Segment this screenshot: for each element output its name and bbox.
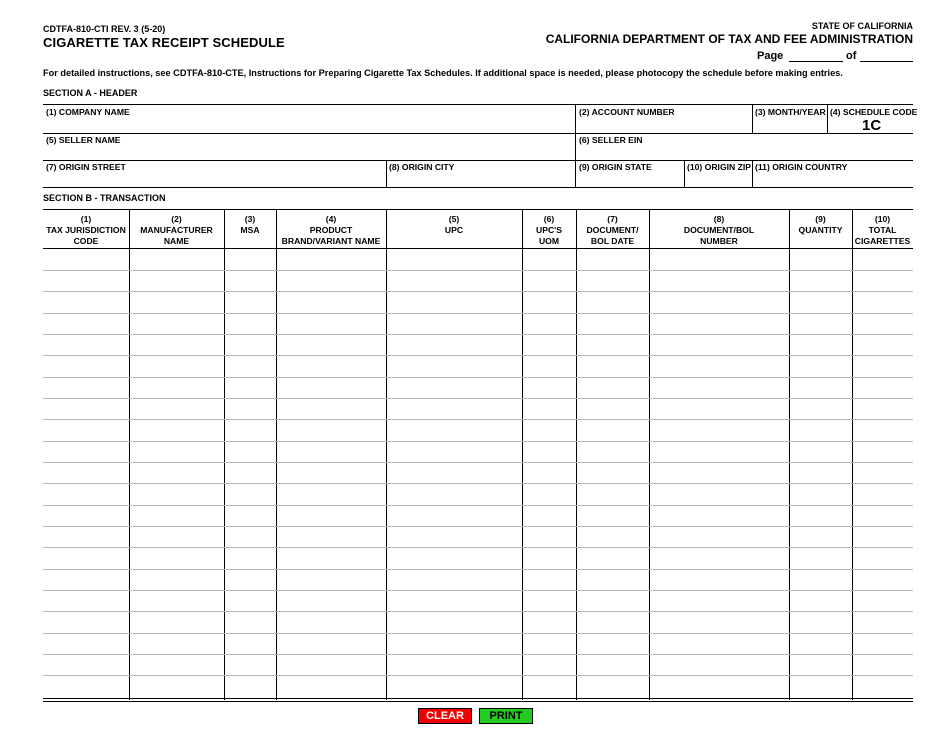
col-header-total-cigarettes: (10) TOTAL CIGARETTES bbox=[854, 214, 911, 246]
origin-state-field[interactable] bbox=[576, 161, 684, 187]
table-bottom-border-double bbox=[43, 701, 913, 702]
section-b-title: SECTION B - TRANSACTION bbox=[43, 193, 166, 203]
table-row[interactable] bbox=[43, 398, 913, 399]
col-header-bol-number: (8) DOCUMENT/BOL NUMBER bbox=[683, 214, 755, 246]
origin-city-field[interactable] bbox=[387, 161, 575, 187]
month-year-label: (3) MONTH/YEAR bbox=[755, 107, 826, 117]
account-number-field[interactable] bbox=[576, 105, 752, 132]
table-row[interactable] bbox=[43, 505, 913, 506]
col-header-upc: (5) UPC bbox=[444, 214, 464, 235]
col-header-tax-jurisdiction: (1) TAX JURISDICTION CODE bbox=[46, 214, 126, 246]
col-header-manufacturer: (2) MANUFACTURER NAME bbox=[140, 214, 213, 246]
page-total-field[interactable] bbox=[860, 61, 913, 62]
seller-ein-field[interactable] bbox=[576, 134, 913, 160]
instructions-text: For detailed instructions, see CDTFA-810-CTE, Instructions for Preparing Cigarette Tax Schedules. If additional space is needed, please photocopy the schedule before making entries. bbox=[43, 68, 843, 78]
origin-street-field[interactable] bbox=[43, 161, 385, 187]
table-row[interactable] bbox=[43, 483, 913, 484]
print-button[interactable]: PRINT bbox=[479, 708, 533, 724]
schedule-code-label: (4) SCHEDULE CODE bbox=[830, 107, 918, 117]
column-divider bbox=[386, 209, 387, 700]
table-row[interactable] bbox=[43, 419, 913, 420]
table-top-border bbox=[43, 209, 913, 210]
column-divider bbox=[789, 209, 790, 700]
table-header-bottom-border bbox=[43, 248, 913, 249]
table-row[interactable] bbox=[43, 526, 913, 527]
origin-state-label: (9) ORIGIN STATE bbox=[579, 162, 652, 172]
column-divider bbox=[276, 209, 277, 700]
table-row[interactable] bbox=[43, 377, 913, 378]
page-label: Page bbox=[757, 50, 784, 62]
table-row[interactable] bbox=[43, 462, 913, 463]
table-row[interactable] bbox=[43, 441, 913, 442]
origin-zip-label: (10) ORIGIN ZIP bbox=[687, 162, 751, 172]
table-row[interactable] bbox=[43, 654, 913, 655]
table-row[interactable] bbox=[43, 291, 913, 292]
seller-ein-label: (6) SELLER EIN bbox=[579, 135, 643, 145]
column-divider bbox=[522, 209, 523, 700]
column-divider bbox=[649, 209, 650, 700]
form-title: CIGARETTE TAX RECEIPT SCHEDULE bbox=[43, 35, 285, 50]
month-year-field[interactable] bbox=[753, 105, 827, 132]
column-divider bbox=[576, 209, 577, 700]
table-bottom-border bbox=[43, 698, 913, 699]
origin-country-label: (11) ORIGIN COUNTRY bbox=[755, 162, 848, 172]
table-row[interactable] bbox=[43, 569, 913, 570]
origin-street-label: (7) ORIGIN STREET bbox=[46, 162, 126, 172]
page-number-field[interactable] bbox=[789, 61, 843, 62]
table-row[interactable] bbox=[43, 313, 913, 314]
column-divider bbox=[852, 209, 853, 700]
state-label: STATE OF CALIFORNIA bbox=[811, 21, 913, 31]
seller-name-field[interactable] bbox=[43, 134, 575, 160]
of-label: of bbox=[846, 50, 857, 62]
table-row[interactable] bbox=[43, 611, 913, 612]
origin-zip-field[interactable] bbox=[685, 161, 752, 187]
column-divider bbox=[129, 209, 130, 700]
company-name-label: (1) COMPANY NAME bbox=[46, 107, 130, 117]
seller-name-label: (5) SELLER NAME bbox=[46, 135, 121, 145]
table-row[interactable] bbox=[43, 590, 913, 591]
table-row[interactable] bbox=[43, 675, 913, 676]
col-header-msa: (3) MSA bbox=[240, 214, 260, 235]
col-header-product: (4) PRODUCT BRAND/VARIANT NAME bbox=[281, 214, 381, 246]
form-number: CDTFA-810-CTI REV. 3 (5-20) bbox=[43, 24, 166, 34]
divider bbox=[827, 104, 828, 133]
clear-button[interactable]: CLEAR bbox=[418, 708, 472, 724]
section-a-bottom-border bbox=[43, 187, 913, 188]
col-header-quantity: (9) QUANTITY bbox=[798, 214, 843, 235]
table-row[interactable] bbox=[43, 334, 913, 335]
table-row[interactable] bbox=[43, 547, 913, 548]
schedule-code-value: 1C bbox=[862, 117, 882, 134]
col-header-upc-uom: (6) UPC'S UOM bbox=[536, 214, 562, 246]
origin-country-field[interactable] bbox=[753, 161, 913, 187]
company-name-field[interactable] bbox=[43, 105, 575, 132]
department-label: CALIFORNIA DEPARTMENT OF TAX AND FEE ADMINISTRATION bbox=[545, 32, 913, 46]
origin-city-label: (8) ORIGIN CITY bbox=[389, 162, 455, 172]
table-row[interactable] bbox=[43, 633, 913, 634]
col-header-bol-date: (7) DOCUMENT/ BOL DATE bbox=[586, 214, 639, 246]
account-number-label: (2) ACCOUNT NUMBER bbox=[579, 107, 675, 117]
column-divider bbox=[224, 209, 225, 700]
table-row[interactable] bbox=[43, 270, 913, 271]
table-row[interactable] bbox=[43, 355, 913, 356]
section-a-title: SECTION A - HEADER bbox=[43, 88, 138, 98]
